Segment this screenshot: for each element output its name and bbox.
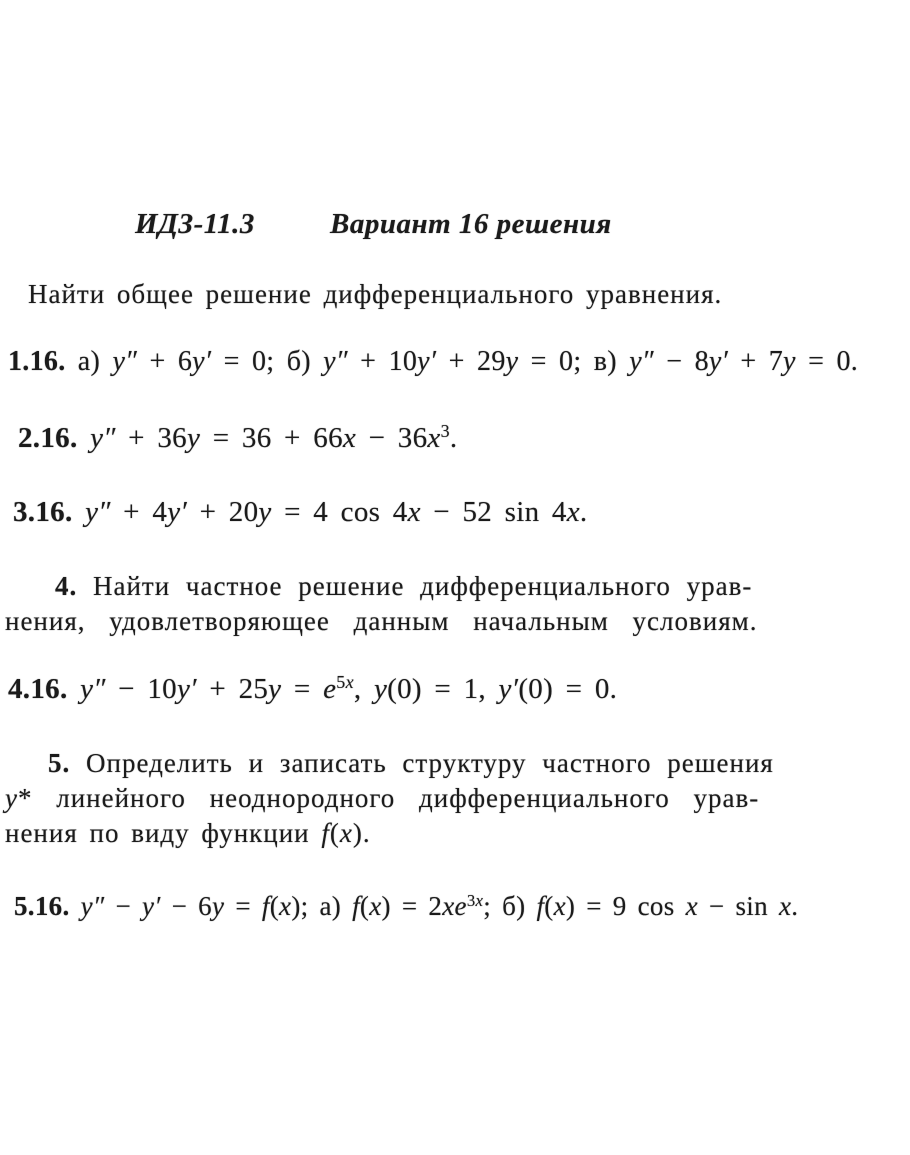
intro-instruction: Найти общее решение дифференциального уравнения. bbox=[28, 279, 723, 309]
problem-1-16: 1.16. а) y″ + 6y′ = 0; б) y″ + 10y′ + 29y = 0; в) y″ − 8y′ + 7y = 0. bbox=[8, 346, 859, 377]
task-5-instruction-line-3: нения по виду функции f(x). bbox=[5, 818, 371, 848]
problem-3-16: 3.16. y″ + 4y′ + 20y = 4 cos 4x − 52 sin 4x. bbox=[13, 496, 588, 528]
task-4-instruction-line-2: нения, удовлетворяющее данным начальным условиям. bbox=[5, 606, 758, 636]
doc-code: ИДЗ-11.3 bbox=[135, 208, 255, 240]
doc-variant-title: Вариант 16 решения bbox=[330, 208, 612, 240]
task-5-instruction-line-1: 5. Определить и записать структуру частного решения bbox=[48, 748, 774, 778]
task-5-instruction-line-2: y* линейного неоднородного дифференциального урав- bbox=[5, 783, 760, 813]
problem-5-16: 5.16. y″ − y′ − 6y = f(x); а) $f(x) = 2xe^{3x}$; б) f(x) = 9 cos x − sin x. bbox=[14, 891, 799, 922]
problem-2-16: 2.16. $y'' + 36y = 36 + 66x - 36x^3$. bbox=[18, 421, 458, 454]
task-4-instruction-line-1: 4. Найти частное решение дифференциального урав- bbox=[55, 571, 753, 601]
problem-4-16: 4.16. $y'' - 10y' + 25y = e^{5x}$, y(0) = 1, y′(0) = 0. bbox=[8, 672, 618, 705]
